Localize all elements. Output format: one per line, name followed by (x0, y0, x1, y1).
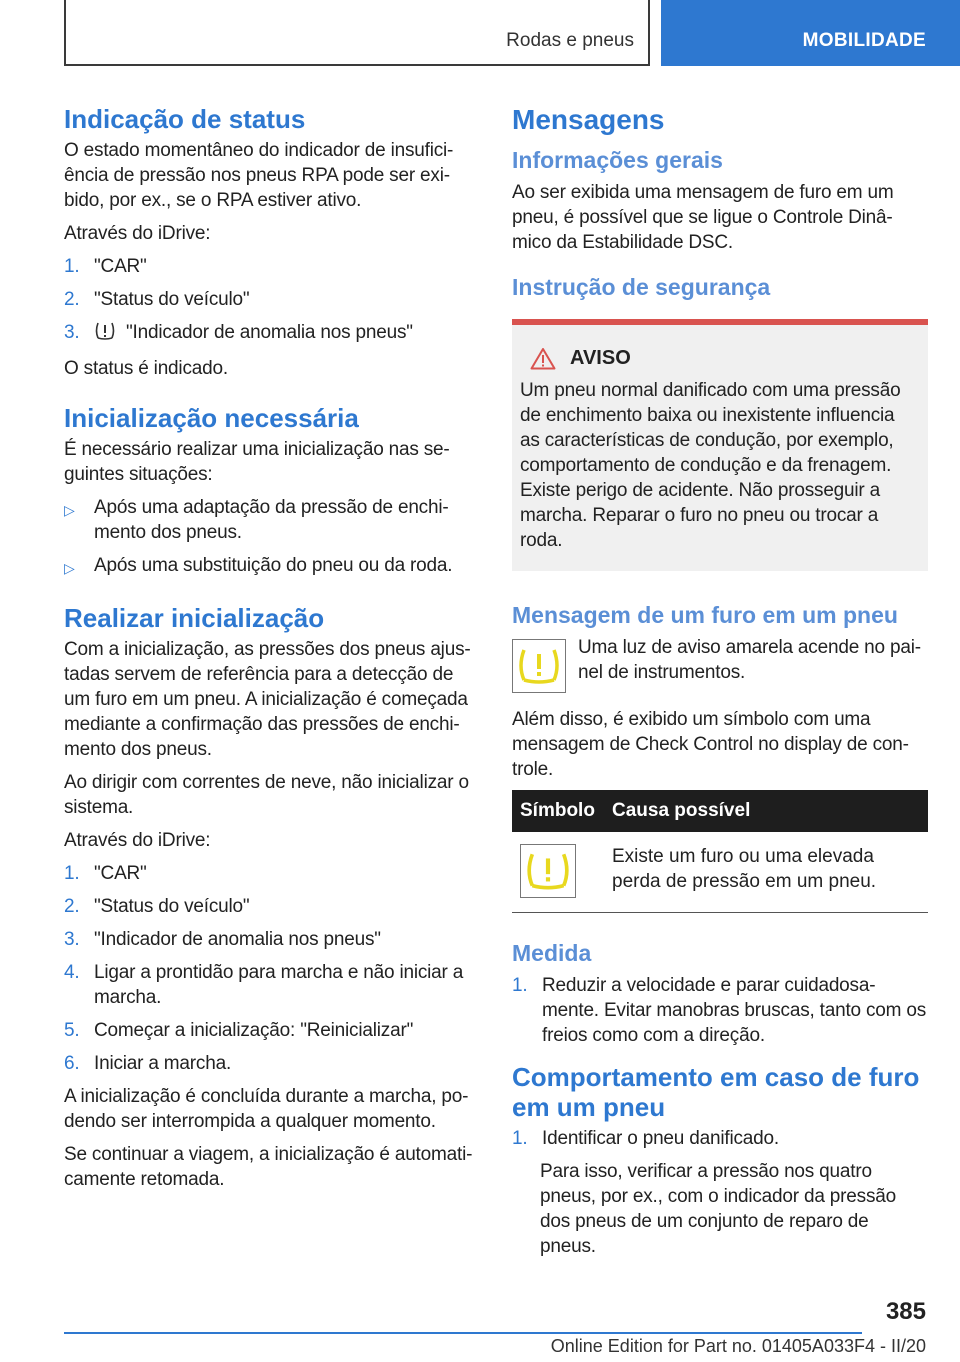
do-init-steps (64, 861, 480, 1076)
status-paragraph-3: O status é indicado. (64, 358, 228, 379)
status-steps (64, 254, 480, 348)
header-chapter-tab (661, 0, 960, 66)
table-header-symbol: Símbolo (512, 790, 604, 832)
heading-messages: Mensagens (512, 104, 665, 135)
heading-init-needed: Inicialização necessária (64, 403, 359, 433)
list-item: 1. Identificar o pneu danificado. (512, 1128, 779, 1149)
right-column (512, 104, 928, 1267)
init-needed-paragraph: É necessário realizar uma inicialização nas se-guintes situações: (64, 439, 450, 485)
tire-warning-icon (94, 321, 116, 348)
page-number: 385 (885, 1298, 926, 1325)
flat-message-paragraph-1: Uma luz de aviso amarela acende no pai-nel de instrumentos. (578, 637, 921, 683)
list-item: 2. "Status do veículo" (64, 289, 250, 310)
table-header-cause: Causa possível (604, 790, 928, 832)
left-column (64, 104, 480, 1200)
table-row (512, 832, 928, 913)
list-item: 5. Começar a inicialização: "Reinicializar" (64, 1020, 414, 1041)
header-chapter-title: MOBILIDADE (802, 30, 926, 51)
bullet-triangle-icon: ▷ (64, 560, 75, 576)
do-init-paragraph-1: Com a inicialização, as pressões dos pneus ajus-tadas servem de referência para a detecção de um furo em um pneu. A inicialização é começada mediante a confirmação das pressões de enchi-mento dos pneus. (64, 639, 471, 760)
list-item: 4. Ligar a prontidão para marcha e não iniciar a marcha. (64, 962, 464, 1008)
list-item: 1. Reduzir a velocidade e parar cuidadosa-mente. Evitar manobras bruscas, tanto com os freios como com a direção. (512, 975, 927, 1046)
footer-edition: Online Edition for Part no. 01405A033F4 - II/20 (550, 1336, 926, 1356)
list-item: 6. Iniciar a marcha. (64, 1053, 232, 1074)
general-paragraph: Ao ser exibida uma mensagem de furo em um pneu, é possível que se ligue o Controle Dinâ-mico da Estabilidade DSC. (512, 182, 894, 253)
list-item: 3. "Indicador de anomalia nos pneus" (64, 929, 381, 950)
do-init-paragraph-3: Através do iDrive: (64, 830, 211, 851)
list-item: ▷ Após uma adaptação da pressão de enchi-mento dos pneus. (64, 497, 449, 543)
heading-do-init: Realizar inicialização (64, 603, 325, 633)
flat-message-row (512, 635, 928, 693)
header-section-title: Rodas e pneus (506, 30, 634, 51)
header-section-box (64, 0, 650, 66)
warning-box (512, 319, 928, 571)
warning-label: AVISO (570, 347, 631, 369)
bullet-triangle-icon: ▷ (64, 502, 75, 518)
footer-divider (64, 1332, 862, 1334)
list-item: 1. "CAR" (64, 256, 147, 277)
list-item: 3. "Indicador de anomalia nos pneus" (64, 320, 480, 348)
status-paragraph-2: Através do iDrive: (64, 223, 211, 244)
init-needed-bullets (64, 495, 480, 581)
table-cell-cause: Existe um furo ou uma elevada perda de pressão em um pneu. (604, 832, 928, 913)
measure-steps (512, 973, 928, 1048)
heading-safety: Instrução de segurança (512, 274, 771, 300)
list-item: 1. "CAR" (64, 863, 147, 884)
status-paragraph-1: O estado momentâneo do indicador de insufici-ência de pressão nos pneus RPA pode ser exi-bido, por ex., se o RPA estiver ativo. (64, 140, 454, 211)
behavior-sub-paragraph: Para isso, verificar a pressão nos quatro pneus, por ex., com o indicador da pressão dos pneus de um conjunto de reparo de pneus. (540, 1161, 896, 1257)
heading-status: Indicação de status (64, 104, 306, 134)
heading-flat-message: Mensagem de um furo em um pneu (512, 602, 898, 628)
tpms-warning-icon (512, 639, 566, 693)
do-init-paragraph-2: Ao dirigir com correntes de neve, não inicializar o sistema. (64, 772, 469, 818)
heading-measure: Medida (512, 940, 592, 966)
warning-triangle-icon (530, 347, 556, 370)
list-item: 2. "Status do veículo" (64, 896, 250, 917)
warning-header (520, 347, 918, 370)
list-item: ▷ Após uma substituição do pneu ou da roda. (64, 553, 480, 581)
heading-behavior: Comportamento em caso de furo em um pneu (512, 1062, 920, 1122)
tpms-warning-icon (520, 844, 576, 898)
behavior-steps (512, 1126, 928, 1151)
do-init-paragraph-5: Se continuar a viagem, a inicialização é automati-camente retomada. (64, 1144, 473, 1190)
table-header-row (512, 790, 928, 832)
flat-message-paragraph-2: Além disso, é exibido um símbolo com uma mensagem de Check Control no display de con-trole. (512, 709, 909, 780)
warning-text: Um pneu normal danificado com uma pressão de enchimento baixa ou inexistente influencia as características de condução, por exemplo, comportamento de condução e da frenagem. Existe perigo de acidente. Não prosseguir a marcha. Reparar o furo no pneu ou trocar a roda. (520, 380, 901, 551)
do-init-paragraph-4: A inicialização é concluída durante a marcha, po-dendo ser interrompida a qualquer momento. (64, 1086, 469, 1132)
symbol-table (512, 790, 928, 913)
heading-general-info: Informações gerais (512, 147, 723, 173)
